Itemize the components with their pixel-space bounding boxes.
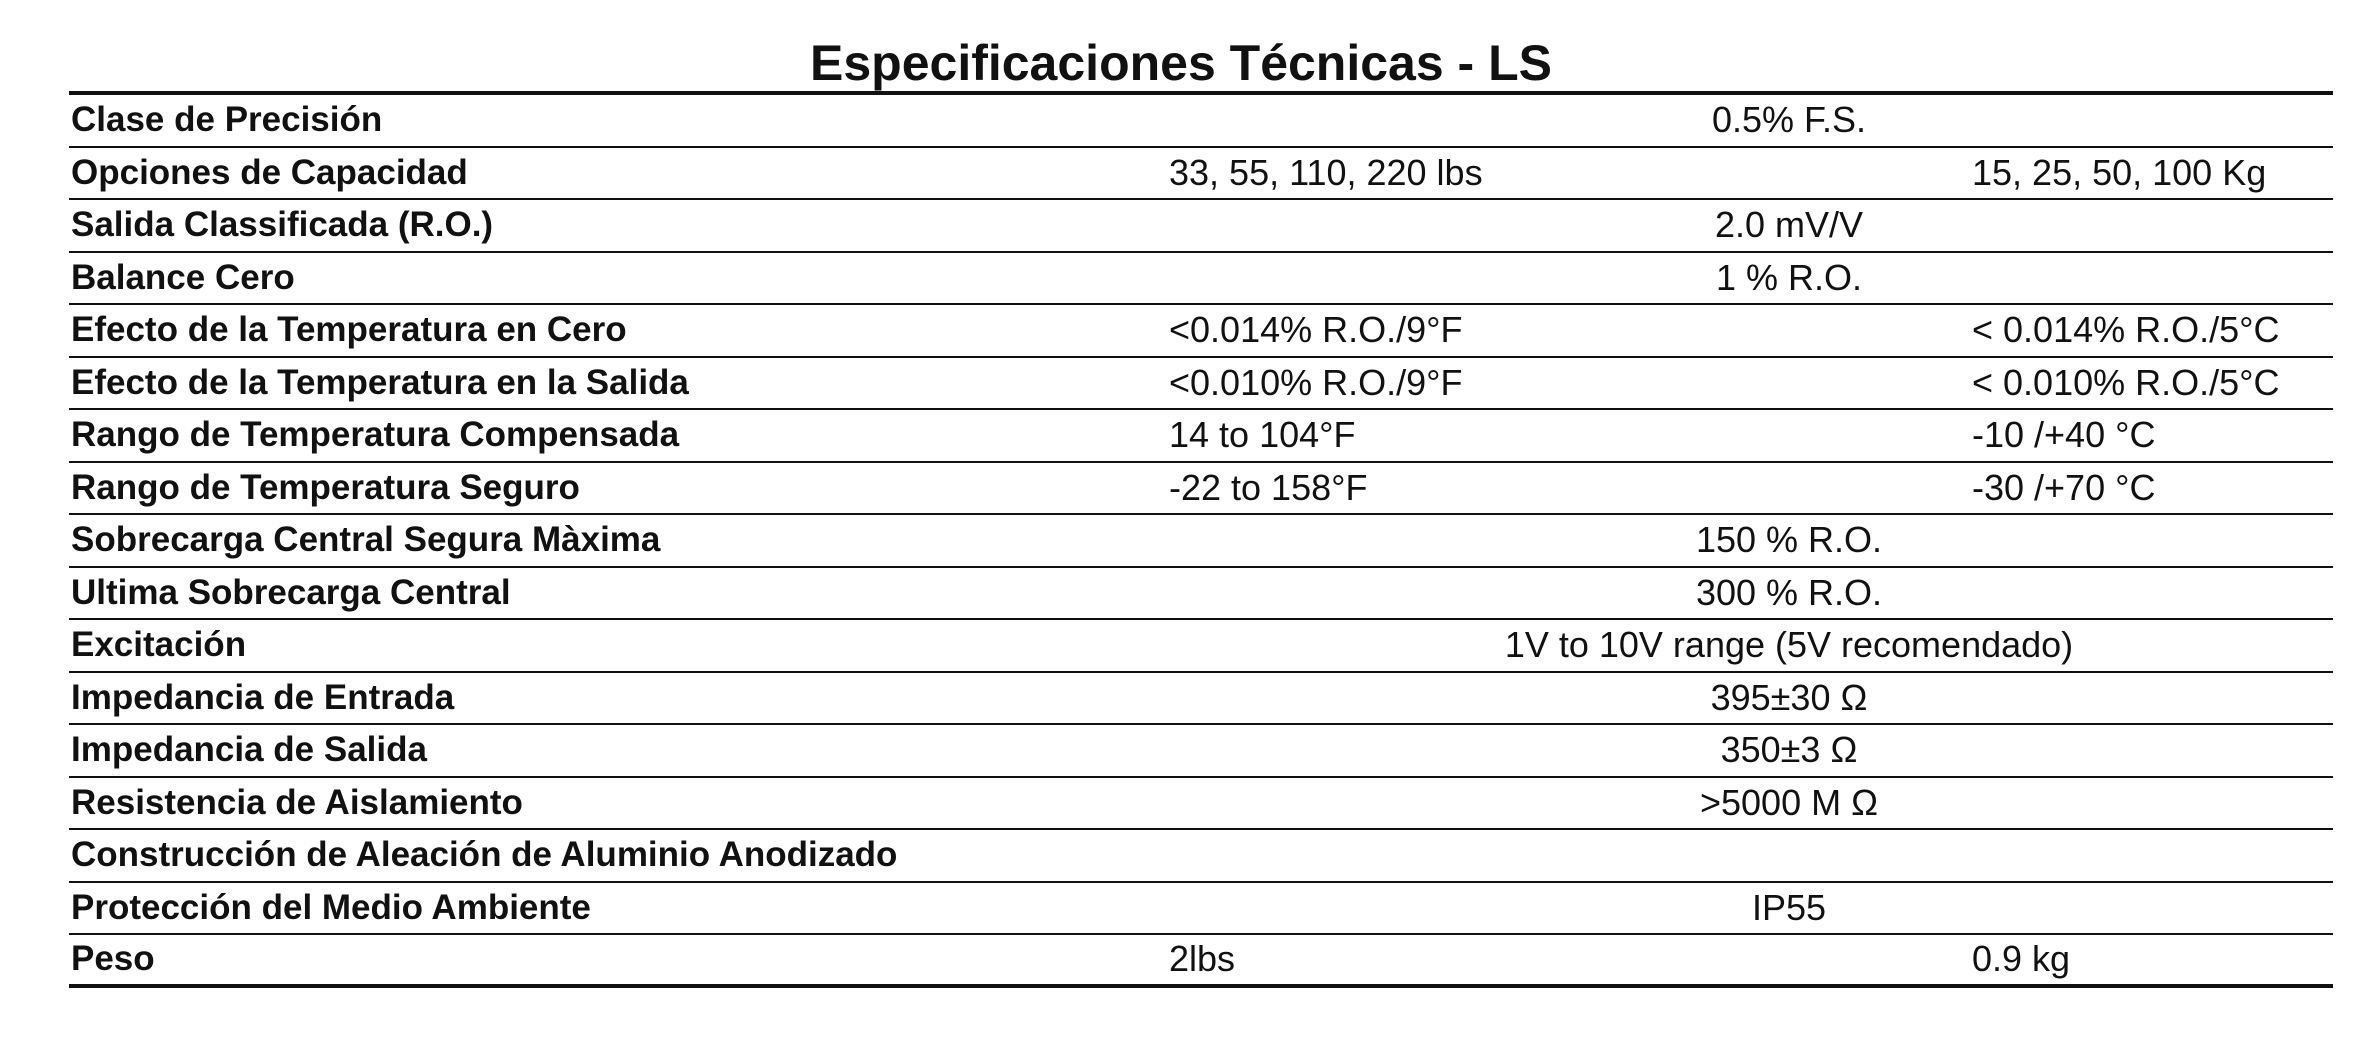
row-value-metric: < 0.014% R.O./5°C — [1972, 309, 2280, 351]
row-value-metric: 0.9 kg — [1972, 938, 2071, 980]
table-row — [69, 830, 2333, 883]
table-row — [69, 568, 2333, 621]
row-label: Protección del Medio Ambiente — [71, 887, 591, 927]
table-row — [69, 673, 2333, 726]
row-value: 2.0 mV/V — [1714, 204, 1864, 246]
table-row — [69, 95, 2333, 148]
row-label: Salida Classificada (R.O.) — [71, 205, 494, 245]
row-label: Clase de Precisión — [71, 100, 383, 140]
row-label: Resistencia de Aislamiento — [71, 782, 523, 822]
table-row — [69, 935, 2333, 988]
table-row — [69, 200, 2333, 253]
row-value: 300 % R.O. — [1695, 571, 1883, 613]
table-row — [69, 515, 2333, 568]
row-value: 0.5% F.S. — [1711, 99, 1867, 141]
row-label: Impedancia de Salida — [71, 730, 427, 770]
row-value: 150 % R.O. — [1695, 519, 1883, 561]
row-value-imperial: 33, 55, 110, 220 lbs — [1169, 151, 1483, 193]
row-label: Ultima Sobrecarga Central — [71, 572, 511, 612]
row-value-metric: 15, 25, 50, 100 Kg — [1972, 151, 2267, 193]
row-label: Peso — [71, 939, 155, 979]
row-value: IP55 — [1751, 886, 1827, 928]
row-value-imperial: -22 to 158°F — [1169, 466, 1368, 508]
table-row — [69, 725, 2333, 778]
row-value-metric: -10 /+40 °C — [1972, 414, 2156, 456]
row-label: Rango de Temperatura Seguro — [71, 467, 580, 507]
page-title: Especificaciones Técnicas - LS — [810, 35, 1552, 91]
table-row — [69, 463, 2333, 516]
row-label: Excitación — [71, 625, 247, 665]
table-row — [69, 305, 2333, 358]
table-row — [69, 148, 2333, 201]
table-row — [69, 410, 2333, 463]
row-value: 350±3 Ω — [1720, 729, 1858, 771]
table-row — [69, 620, 2333, 673]
row-label: Efecto de la Temperatura en la Salida — [71, 362, 689, 402]
row-value: 1 % R.O. — [1715, 256, 1863, 298]
row-label: Impedancia de Entrada — [71, 677, 455, 717]
row-value: >5000 M Ω — [1699, 781, 1878, 823]
row-value-imperial: 2lbs — [1169, 938, 1236, 980]
row-value-imperial: <0.010% R.O./9°F — [1169, 361, 1463, 403]
row-label: Rango de Temperatura Compensada — [71, 415, 680, 455]
spec-table — [69, 91, 2333, 988]
row-value-metric: -30 /+70 °C — [1972, 466, 2156, 508]
row-label: Efecto de la Temperatura en Cero — [71, 310, 627, 350]
row-value-metric: < 0.010% R.O./5°C — [1972, 361, 2280, 403]
table-row — [69, 778, 2333, 831]
table-row — [69, 883, 2333, 936]
row-value: 395±30 Ω — [1710, 676, 1868, 718]
table-row — [69, 253, 2333, 306]
row-label: Sobrecarga Central Segura Màxima — [71, 520, 661, 560]
row-label: Construcción de Aleación de Aluminio Anodizado — [71, 835, 898, 875]
table-row — [69, 358, 2333, 411]
row-label: Balance Cero — [71, 257, 295, 297]
row-value — [1069, 830, 2362, 881]
row-value: 1V to 10V range (5V recomendado) — [1504, 624, 2074, 666]
row-value-imperial: 14 to 104°F — [1169, 414, 1356, 456]
row-value-imperial: <0.014% R.O./9°F — [1169, 309, 1463, 351]
row-label: Opciones de Capacidad — [71, 152, 468, 192]
